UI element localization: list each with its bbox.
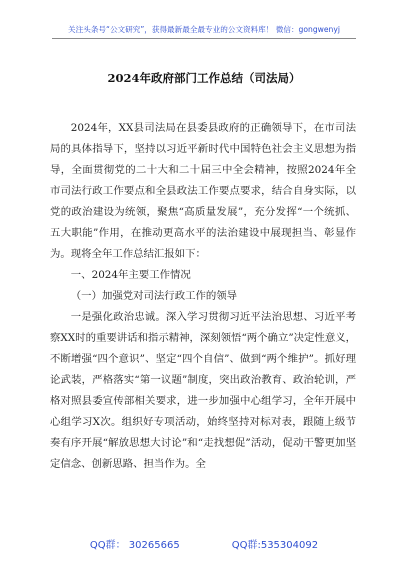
section-heading-1: 一、2024年主要工作情况 — [70, 269, 191, 281]
footer-qq-group-right: QQ群:535304092 — [231, 540, 319, 551]
body-paragraph: 一是强化政治忠诚。深入学习贯彻习近平法治思想、习近平考察XX时的重要讲话和指示精神，深刻领悟“两个确立”决定性意义，不断增强“四个意识”、坚定“四个自信”、做到“两个维护”。抓好理论武装，严格落实“第一议题”制度，突出政治教育、政治轮训，严格对照县委宣传部相关要求，进一步加强中心组学习，全年开展中心组学习X次。组织好专项活动，始终坚持对标对表，跟随上级节奏有序开展“解放思想大讨论”和“走找想促”活动，促动干警更加坚定信念、创新思路、担当作为。全 — [50, 311, 356, 470]
header-banner: 关注头条号“公文研究”，获得最新最全最专业的公文资料库！ 微信：gongwenyj — [68, 25, 340, 34]
document-title: 2024年政府部门工作总结（司法局） — [107, 71, 301, 85]
subsection-heading-1: （一）加强党对司法行政工作的领导 — [70, 290, 238, 302]
footer-qq-group-left: QQ群： 30265665 — [89, 540, 180, 551]
header-divider — [52, 38, 356, 39]
intro-paragraph: 2024年，XX县司法局在县委县政府的正确领导下，在市司法局的具体指导下，坚持以习近平新时代中国特色社会主义思想为指导，全面贯彻党的二十大和二十届三中全会精神，按照2024年全市司法行政工作要点和全县政法工作要点要求，结合自身实际，以党的政治建设为统领，聚焦“高质量发展”，充分发挥“一个统抓、五大职能”作用，在推动更高水平的法治建设中展现担当、彰显作为。现将全年工作总结汇报如下： — [50, 122, 356, 260]
footer-contacts — [0, 536, 408, 551]
document-body — [50, 118, 356, 475]
